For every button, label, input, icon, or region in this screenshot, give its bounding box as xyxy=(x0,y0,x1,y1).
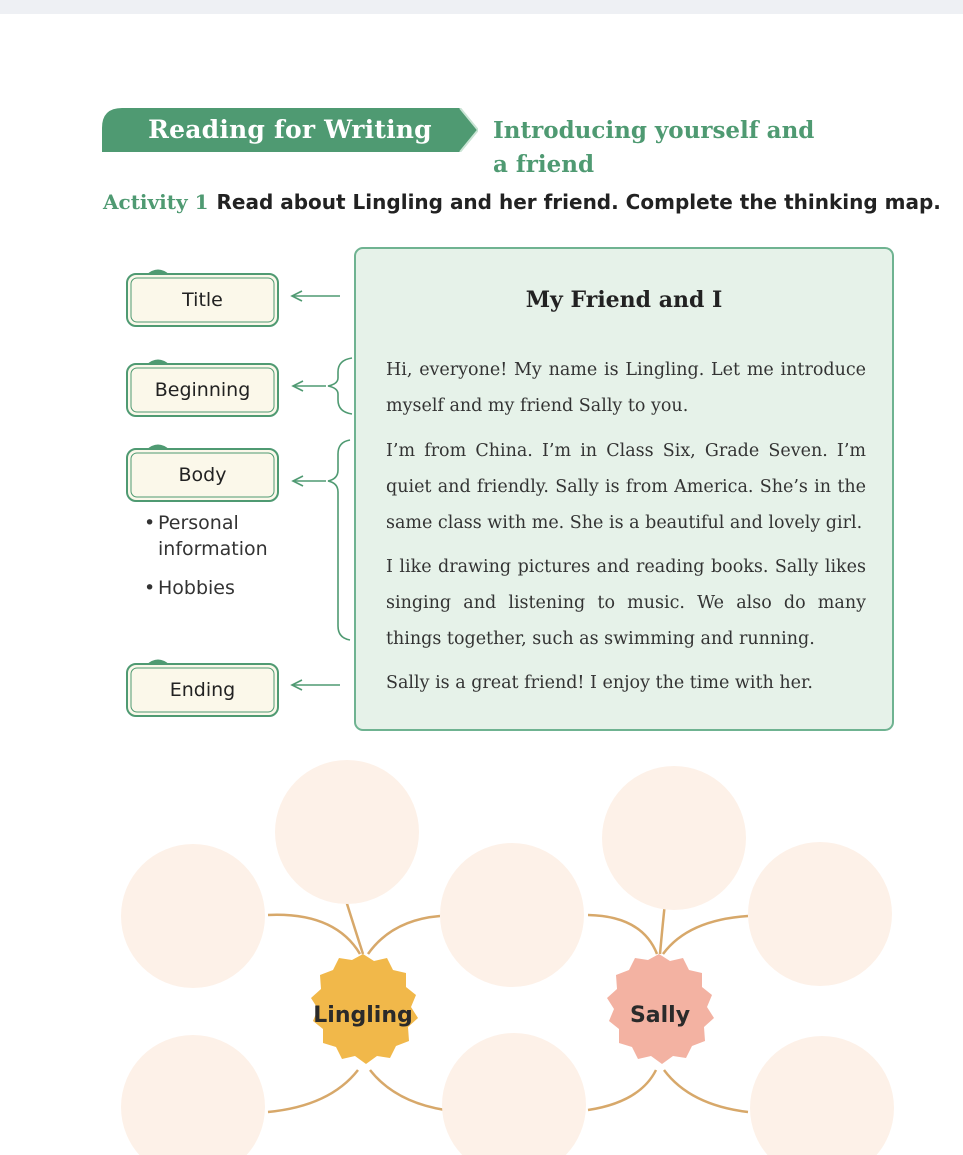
title-arrow-icon xyxy=(292,291,340,301)
bubble-sally-right[interactable] xyxy=(748,842,892,986)
subtitle-line-2: a friend xyxy=(493,151,595,178)
label-beginning-text: Beginning xyxy=(154,379,251,401)
thinking-map xyxy=(0,750,963,1155)
passage-paragraph-beginning: Hi, everyone! My name is Lingling. Let me introduce myself and my friend Sally to you. xyxy=(386,360,866,416)
activity-number: Activity 1 xyxy=(103,190,209,214)
bubble-sally-bottom[interactable] xyxy=(750,1036,894,1155)
passage-paragraph-body-1: I’m from China. I’m in Class Six, Grade Seven. I’m quiet and friendly. Sally is from America. She’s in the same class with me. She is a beautiful and lovely girl. xyxy=(386,441,866,533)
passage-paragraph-ending: Sally is a great friend! I enjoy the time with her. xyxy=(386,673,813,693)
map-bubbles xyxy=(121,760,894,1155)
passage-title: My Friend and I xyxy=(525,287,723,313)
subtitle-line-1: Introducing yourself and xyxy=(493,117,815,144)
map-center-lingling: Lingling xyxy=(313,1003,413,1028)
bubble-lingling-left[interactable] xyxy=(121,844,265,988)
map-center-sally: Sally xyxy=(629,1003,691,1028)
banner-title: Reading for Writing xyxy=(148,115,432,144)
ending-arrow-icon xyxy=(292,680,340,690)
label-body-text: Body xyxy=(178,464,227,486)
label-ending-text: Ending xyxy=(169,679,236,701)
label-title-text: Title xyxy=(182,289,223,311)
bubble-middle-bottom[interactable] xyxy=(442,1033,586,1155)
bubble-lingling-top[interactable] xyxy=(275,760,419,904)
bubble-middle-top[interactable] xyxy=(440,843,584,987)
bullet-hobbies: • Hobbies xyxy=(144,575,268,601)
passage-paragraph-body-2: I like drawing pictures and reading books. Sally likes singing and listening to music. We also do many things together, such as swimming and running. xyxy=(386,557,866,649)
activity-instruction: Read about Lingling and her friend. Complete the thinking map. xyxy=(216,190,941,214)
bubble-sally-top[interactable] xyxy=(602,766,746,910)
beginning-bracket-icon xyxy=(293,358,352,414)
bullet-personal-line-1: • Personal xyxy=(158,512,239,534)
bullet-personal-line-2: information xyxy=(158,538,268,560)
reading-passage xyxy=(354,247,894,731)
bubble-lingling-bottom[interactable] xyxy=(121,1035,265,1155)
body-bracket-icon xyxy=(293,440,350,640)
